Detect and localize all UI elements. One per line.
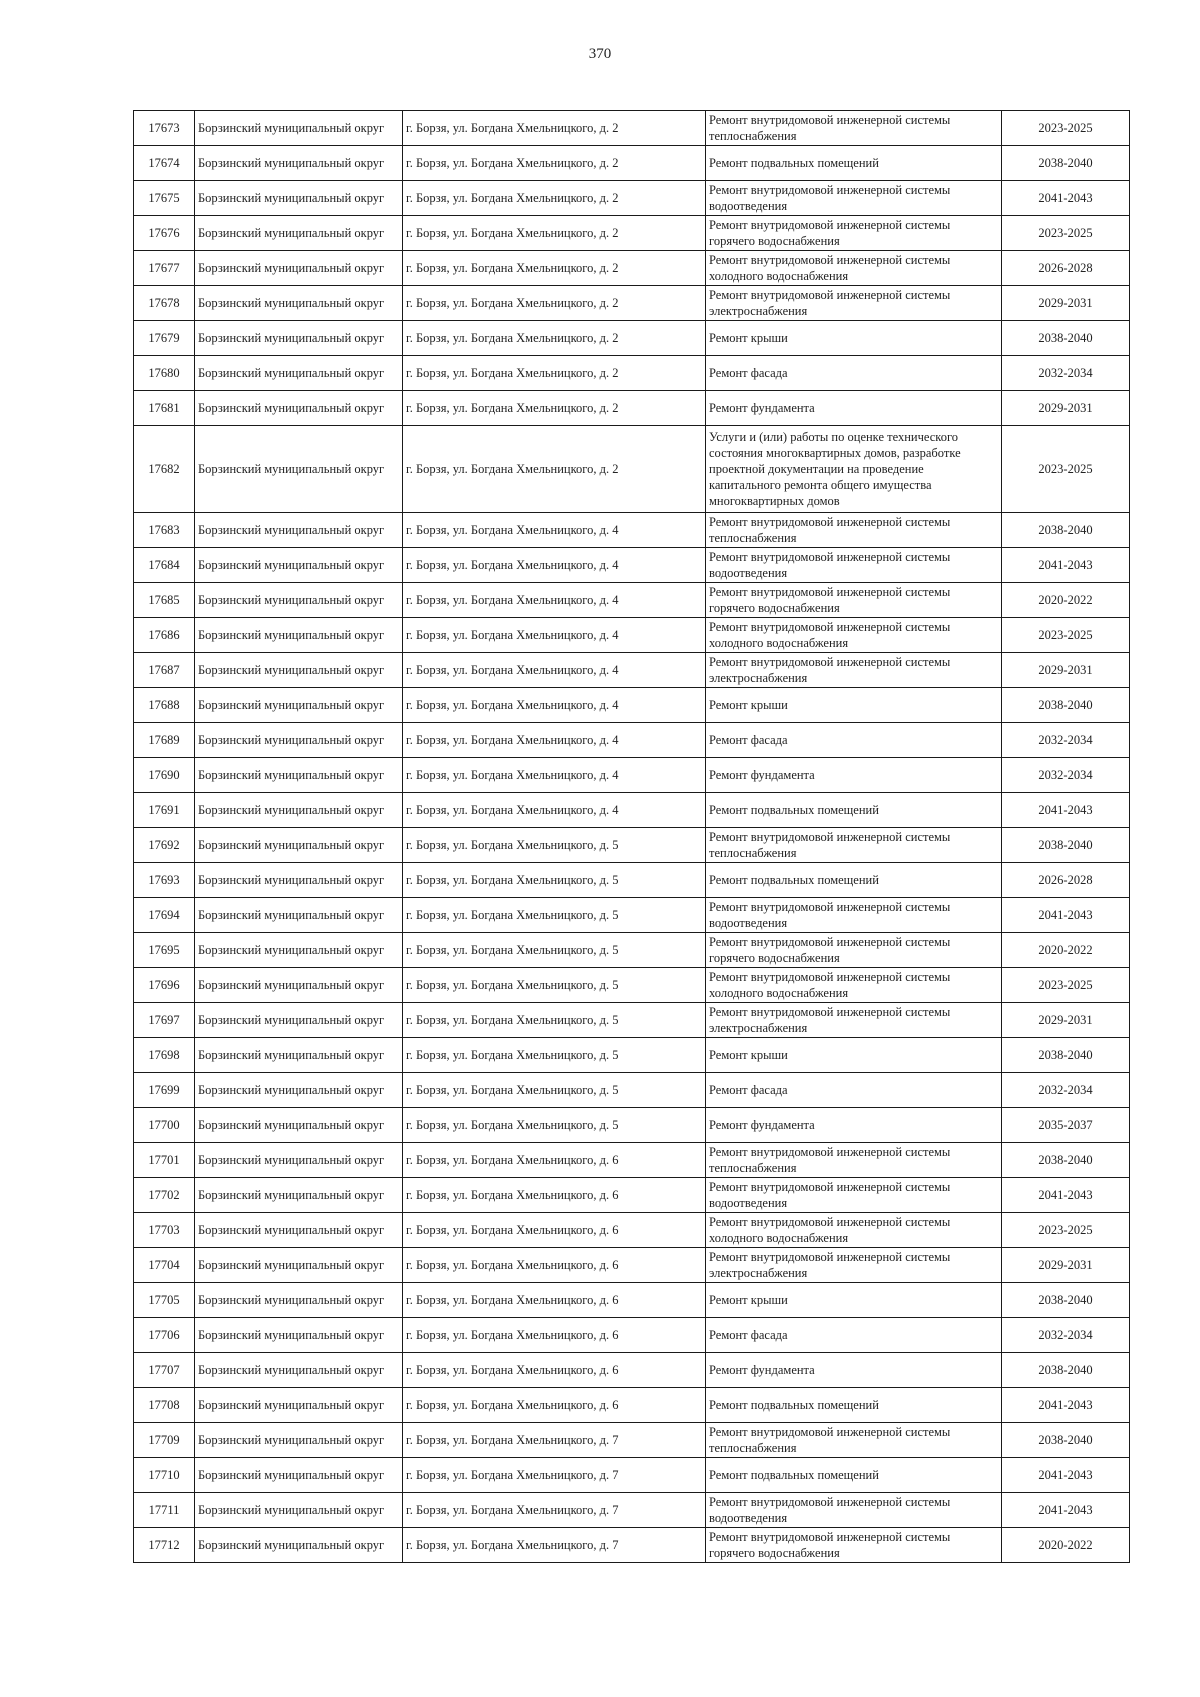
period-cell: 2029-2031	[1002, 653, 1130, 688]
address-cell: г. Борзя, ул. Богдана Хмельницкого, д. 2	[403, 146, 706, 181]
work-type-cell: Ремонт внутридомовой инженерной системы теплоснабжения	[706, 1423, 1002, 1458]
period-cell: 2035-2037	[1002, 1108, 1130, 1143]
address-cell: г. Борзя, ул. Богдана Хмельницкого, д. 6	[403, 1178, 706, 1213]
work-type-cell: Ремонт крыши	[706, 688, 1002, 723]
work-type-cell: Ремонт подвальных помещений	[706, 146, 1002, 181]
row-number-cell: 17682	[134, 426, 195, 513]
period-cell: 2041-2043	[1002, 793, 1130, 828]
table-row	[134, 618, 1130, 653]
period-cell: 2026-2028	[1002, 863, 1130, 898]
address-cell: г. Борзя, ул. Богдана Хмельницкого, д. 6	[403, 1353, 706, 1388]
period-cell: 2041-2043	[1002, 548, 1130, 583]
table-row	[134, 863, 1130, 898]
table-row	[134, 1248, 1130, 1283]
municipality-cell: Борзинский муниципальный округ	[195, 1283, 403, 1318]
period-cell: 2038-2040	[1002, 1038, 1130, 1073]
address-cell: г. Борзя, ул. Богдана Хмельницкого, д. 4	[403, 583, 706, 618]
row-number-cell: 17695	[134, 933, 195, 968]
address-cell: г. Борзя, ул. Богдана Хмельницкого, д. 2	[403, 321, 706, 356]
work-type-cell: Ремонт внутридомовой инженерной системы водоотведения	[706, 548, 1002, 583]
address-cell: г. Борзя, ул. Богдана Хмельницкого, д. 6	[403, 1213, 706, 1248]
table-row	[134, 1423, 1130, 1458]
table-row	[134, 653, 1130, 688]
work-type-cell: Услуги и (или) работы по оценке технического состояния многоквартирных домов, разработке проектной документации на проведение капитального ремонта общего имущества многоквартирных домов	[706, 426, 1002, 513]
municipality-cell: Борзинский муниципальный округ	[195, 391, 403, 426]
table-row	[134, 426, 1130, 513]
period-cell: 2041-2043	[1002, 1178, 1130, 1213]
table-row	[134, 321, 1130, 356]
municipality-cell: Борзинский муниципальный округ	[195, 146, 403, 181]
row-number-cell: 17676	[134, 216, 195, 251]
repair-schedule-table	[133, 110, 1130, 1563]
municipality-cell: Борзинский муниципальный округ	[195, 251, 403, 286]
row-number-cell: 17687	[134, 653, 195, 688]
row-number-cell: 17696	[134, 968, 195, 1003]
table-row	[134, 181, 1130, 216]
table-row	[134, 1493, 1130, 1528]
address-cell: г. Борзя, ул. Богдана Хмельницкого, д. 5	[403, 863, 706, 898]
work-type-cell: Ремонт внутридомовой инженерной системы холодного водоснабжения	[706, 618, 1002, 653]
period-cell: 2041-2043	[1002, 1458, 1130, 1493]
period-cell: 2038-2040	[1002, 1353, 1130, 1388]
municipality-cell: Борзинский муниципальный округ	[195, 1073, 403, 1108]
table-row	[134, 1528, 1130, 1563]
table-row	[134, 391, 1130, 426]
work-type-cell: Ремонт внутридомовой инженерной системы теплоснабжения	[706, 828, 1002, 863]
address-cell: г. Борзя, ул. Богдана Хмельницкого, д. 2	[403, 426, 706, 513]
address-cell: г. Борзя, ул. Богдана Хмельницкого, д. 6	[403, 1143, 706, 1178]
address-cell: г. Борзя, ул. Богдана Хмельницкого, д. 4	[403, 793, 706, 828]
municipality-cell: Борзинский муниципальный округ	[195, 111, 403, 146]
address-cell: г. Борзя, ул. Богдана Хмельницкого, д. 5	[403, 968, 706, 1003]
work-type-cell: Ремонт фасада	[706, 356, 1002, 391]
table-row	[134, 548, 1130, 583]
address-cell: г. Борзя, ул. Богдана Хмельницкого, д. 4	[403, 653, 706, 688]
municipality-cell: Борзинский муниципальный округ	[195, 1423, 403, 1458]
work-type-cell: Ремонт фундамента	[706, 1108, 1002, 1143]
municipality-cell: Борзинский муниципальный округ	[195, 1213, 403, 1248]
table-row	[134, 216, 1130, 251]
address-cell: г. Борзя, ул. Богдана Хмельницкого, д. 6	[403, 1248, 706, 1283]
work-type-cell: Ремонт внутридомовой инженерной системы горячего водоснабжения	[706, 1528, 1002, 1563]
address-cell: г. Борзя, ул. Богдана Хмельницкого, д. 5	[403, 1038, 706, 1073]
work-type-cell: Ремонт внутридомовой инженерной системы электроснабжения	[706, 286, 1002, 321]
row-number-cell: 17710	[134, 1458, 195, 1493]
municipality-cell: Борзинский муниципальный округ	[195, 688, 403, 723]
work-type-cell: Ремонт фасада	[706, 723, 1002, 758]
table-row	[134, 286, 1130, 321]
work-type-cell: Ремонт фундамента	[706, 391, 1002, 426]
municipality-cell: Борзинский муниципальный округ	[195, 1038, 403, 1073]
table-row	[134, 1458, 1130, 1493]
work-type-cell: Ремонт внутридомовой инженерной системы водоотведения	[706, 898, 1002, 933]
work-type-cell: Ремонт внутридомовой инженерной системы электроснабжения	[706, 653, 1002, 688]
row-number-cell: 17697	[134, 1003, 195, 1038]
row-number-cell: 17698	[134, 1038, 195, 1073]
table-row	[134, 1038, 1130, 1073]
period-cell: 2041-2043	[1002, 1493, 1130, 1528]
table-row	[134, 1143, 1130, 1178]
municipality-cell: Борзинский муниципальный округ	[195, 1003, 403, 1038]
municipality-cell: Борзинский муниципальный округ	[195, 1388, 403, 1423]
address-cell: г. Борзя, ул. Богдана Хмельницкого, д. 2	[403, 286, 706, 321]
period-cell: 2020-2022	[1002, 933, 1130, 968]
table-row	[134, 251, 1130, 286]
period-cell: 2023-2025	[1002, 216, 1130, 251]
period-cell: 2020-2022	[1002, 1528, 1130, 1563]
table-row	[134, 1388, 1130, 1423]
address-cell: г. Борзя, ул. Богдана Хмельницкого, д. 4	[403, 513, 706, 548]
row-number-cell: 17708	[134, 1388, 195, 1423]
table-row	[134, 583, 1130, 618]
row-number-cell: 17692	[134, 828, 195, 863]
address-cell: г. Борзя, ул. Богдана Хмельницкого, д. 5	[403, 1108, 706, 1143]
municipality-cell: Борзинский муниципальный округ	[195, 181, 403, 216]
table-row	[134, 1213, 1130, 1248]
municipality-cell: Борзинский муниципальный округ	[195, 356, 403, 391]
municipality-cell: Борзинский муниципальный округ	[195, 286, 403, 321]
row-number-cell: 17706	[134, 1318, 195, 1353]
municipality-cell: Борзинский муниципальный округ	[195, 1458, 403, 1493]
address-cell: г. Борзя, ул. Богдана Хмельницкого, д. 4	[403, 548, 706, 583]
row-number-cell: 17685	[134, 583, 195, 618]
period-cell: 2029-2031	[1002, 391, 1130, 426]
work-type-cell: Ремонт подвальных помещений	[706, 1458, 1002, 1493]
period-cell: 2038-2040	[1002, 1423, 1130, 1458]
address-cell: г. Борзя, ул. Богдана Хмельницкого, д. 5	[403, 898, 706, 933]
work-type-cell: Ремонт внутридомовой инженерной системы электроснабжения	[706, 1003, 1002, 1038]
work-type-cell: Ремонт фасада	[706, 1318, 1002, 1353]
row-number-cell: 17688	[134, 688, 195, 723]
address-cell: г. Борзя, ул. Богдана Хмельницкого, д. 7	[403, 1458, 706, 1493]
work-type-cell: Ремонт фундамента	[706, 758, 1002, 793]
municipality-cell: Борзинский муниципальный округ	[195, 1318, 403, 1353]
row-number-cell: 17707	[134, 1353, 195, 1388]
row-number-cell: 17712	[134, 1528, 195, 1563]
period-cell: 2023-2025	[1002, 1213, 1130, 1248]
period-cell: 2023-2025	[1002, 968, 1130, 1003]
municipality-cell: Борзинский муниципальный округ	[195, 321, 403, 356]
table-row	[134, 793, 1130, 828]
row-number-cell: 17673	[134, 111, 195, 146]
address-cell: г. Борзя, ул. Богдана Хмельницкого, д. 2	[403, 391, 706, 426]
row-number-cell: 17705	[134, 1283, 195, 1318]
municipality-cell: Борзинский муниципальный округ	[195, 1528, 403, 1563]
period-cell: 2038-2040	[1002, 1143, 1130, 1178]
table-row	[134, 723, 1130, 758]
row-number-cell: 17674	[134, 146, 195, 181]
table-row	[134, 1108, 1130, 1143]
period-cell: 2038-2040	[1002, 688, 1130, 723]
period-cell: 2038-2040	[1002, 513, 1130, 548]
period-cell: 2032-2034	[1002, 758, 1130, 793]
period-cell: 2038-2040	[1002, 1283, 1130, 1318]
row-number-cell: 17678	[134, 286, 195, 321]
address-cell: г. Борзя, ул. Богдана Хмельницкого, д. 4	[403, 723, 706, 758]
work-type-cell: Ремонт внутридомовой инженерной системы горячего водоснабжения	[706, 933, 1002, 968]
address-cell: г. Борзя, ул. Богдана Хмельницкого, д. 6	[403, 1283, 706, 1318]
municipality-cell: Борзинский муниципальный округ	[195, 1178, 403, 1213]
period-cell: 2023-2025	[1002, 618, 1130, 653]
work-type-cell: Ремонт подвальных помещений	[706, 1388, 1002, 1423]
row-number-cell: 17683	[134, 513, 195, 548]
municipality-cell: Борзинский муниципальный округ	[195, 1143, 403, 1178]
work-type-cell: Ремонт внутридомовой инженерной системы теплоснабжения	[706, 1143, 1002, 1178]
row-number-cell: 17701	[134, 1143, 195, 1178]
table-row	[134, 111, 1130, 146]
municipality-cell: Борзинский муниципальный округ	[195, 723, 403, 758]
table-body	[134, 111, 1130, 1563]
row-number-cell: 17675	[134, 181, 195, 216]
row-number-cell: 17689	[134, 723, 195, 758]
municipality-cell: Борзинский муниципальный округ	[195, 548, 403, 583]
work-type-cell: Ремонт внутридомовой инженерной системы теплоснабжения	[706, 513, 1002, 548]
municipality-cell: Борзинский муниципальный округ	[195, 583, 403, 618]
work-type-cell: Ремонт внутридомовой инженерной системы водоотведения	[706, 181, 1002, 216]
address-cell: г. Борзя, ул. Богдана Хмельницкого, д. 5	[403, 1073, 706, 1108]
period-cell: 2023-2025	[1002, 426, 1130, 513]
address-cell: г. Борзя, ул. Богдана Хмельницкого, д. 5	[403, 933, 706, 968]
municipality-cell: Борзинский муниципальный округ	[195, 1248, 403, 1283]
work-type-cell: Ремонт внутридомовой инженерной системы холодного водоснабжения	[706, 251, 1002, 286]
period-cell: 2041-2043	[1002, 181, 1130, 216]
work-type-cell: Ремонт внутридомовой инженерной системы холодного водоснабжения	[706, 1213, 1002, 1248]
address-cell: г. Борзя, ул. Богдана Хмельницкого, д. 2	[403, 181, 706, 216]
municipality-cell: Борзинский муниципальный округ	[195, 1493, 403, 1528]
municipality-cell: Борзинский муниципальный округ	[195, 1353, 403, 1388]
table-row	[134, 1073, 1130, 1108]
address-cell: г. Борзя, ул. Богдана Хмельницкого, д. 2	[403, 111, 706, 146]
work-type-cell: Ремонт внутридомовой инженерной системы электроснабжения	[706, 1248, 1002, 1283]
row-number-cell: 17711	[134, 1493, 195, 1528]
table-row	[134, 898, 1130, 933]
period-cell: 2026-2028	[1002, 251, 1130, 286]
address-cell: г. Борзя, ул. Богдана Хмельницкого, д. 7	[403, 1528, 706, 1563]
period-cell: 2032-2034	[1002, 1073, 1130, 1108]
row-number-cell: 17691	[134, 793, 195, 828]
row-number-cell: 17677	[134, 251, 195, 286]
address-cell: г. Борзя, ул. Богдана Хмельницкого, д. 2	[403, 216, 706, 251]
work-type-cell: Ремонт внутридомовой инженерной системы водоотведения	[706, 1493, 1002, 1528]
row-number-cell: 17686	[134, 618, 195, 653]
table-row	[134, 933, 1130, 968]
municipality-cell: Борзинский муниципальный округ	[195, 653, 403, 688]
period-cell: 2032-2034	[1002, 723, 1130, 758]
table-row	[134, 1353, 1130, 1388]
row-number-cell: 17684	[134, 548, 195, 583]
municipality-cell: Борзинский муниципальный округ	[195, 793, 403, 828]
page-number: 370	[588, 46, 612, 62]
address-cell: г. Борзя, ул. Богдана Хмельницкого, д. 2	[403, 356, 706, 391]
table-row	[134, 513, 1130, 548]
address-cell: г. Борзя, ул. Богдана Хмельницкого, д. 6	[403, 1318, 706, 1353]
row-number-cell: 17704	[134, 1248, 195, 1283]
work-type-cell: Ремонт внутридомовой инженерной системы холодного водоснабжения	[706, 968, 1002, 1003]
work-type-cell: Ремонт крыши	[706, 1038, 1002, 1073]
period-cell: 2029-2031	[1002, 1003, 1130, 1038]
work-type-cell: Ремонт подвальных помещений	[706, 863, 1002, 898]
table-row	[134, 1318, 1130, 1353]
work-type-cell: Ремонт внутридомовой инженерной системы горячего водоснабжения	[706, 216, 1002, 251]
work-type-cell: Ремонт подвальных помещений	[706, 793, 1002, 828]
table-row	[134, 758, 1130, 793]
period-cell: 2020-2022	[1002, 583, 1130, 618]
row-number-cell: 17699	[134, 1073, 195, 1108]
municipality-cell: Борзинский муниципальный округ	[195, 1108, 403, 1143]
row-number-cell: 17680	[134, 356, 195, 391]
period-cell: 2029-2031	[1002, 286, 1130, 321]
municipality-cell: Борзинский муниципальный округ	[195, 216, 403, 251]
row-number-cell: 17694	[134, 898, 195, 933]
work-type-cell: Ремонт внутридомовой инженерной системы горячего водоснабжения	[706, 583, 1002, 618]
address-cell: г. Борзя, ул. Богдана Хмельницкого, д. 5	[403, 1003, 706, 1038]
address-cell: г. Борзя, ул. Богдана Хмельницкого, д. 4	[403, 758, 706, 793]
work-type-cell: Ремонт крыши	[706, 1283, 1002, 1318]
address-cell: г. Борзя, ул. Богдана Хмельницкого, д. 4	[403, 618, 706, 653]
table-row	[134, 1178, 1130, 1213]
period-cell: 2038-2040	[1002, 146, 1130, 181]
work-type-cell: Ремонт внутридомовой инженерной системы теплоснабжения	[706, 111, 1002, 146]
address-cell: г. Борзя, ул. Богдана Хмельницкого, д. 4	[403, 688, 706, 723]
work-type-cell: Ремонт фундамента	[706, 1353, 1002, 1388]
period-cell: 2038-2040	[1002, 321, 1130, 356]
municipality-cell: Борзинский муниципальный округ	[195, 426, 403, 513]
municipality-cell: Борзинский муниципальный округ	[195, 933, 403, 968]
address-cell: г. Борзя, ул. Богдана Хмельницкого, д. 7	[403, 1423, 706, 1458]
address-cell: г. Борзя, ул. Богдана Хмельницкого, д. 5	[403, 828, 706, 863]
row-number-cell: 17690	[134, 758, 195, 793]
municipality-cell: Борзинский муниципальный округ	[195, 618, 403, 653]
table-row	[134, 1003, 1130, 1038]
row-number-cell: 17679	[134, 321, 195, 356]
table-row	[134, 356, 1130, 391]
work-type-cell: Ремонт крыши	[706, 321, 1002, 356]
period-cell: 2032-2034	[1002, 1318, 1130, 1353]
address-cell: г. Борзя, ул. Богдана Хмельницкого, д. 7	[403, 1493, 706, 1528]
row-number-cell: 17700	[134, 1108, 195, 1143]
municipality-cell: Борзинский муниципальный округ	[195, 898, 403, 933]
row-number-cell: 17709	[134, 1423, 195, 1458]
period-cell: 2032-2034	[1002, 356, 1130, 391]
row-number-cell: 17693	[134, 863, 195, 898]
municipality-cell: Борзинский муниципальный округ	[195, 513, 403, 548]
municipality-cell: Борзинский муниципальный округ	[195, 968, 403, 1003]
work-type-cell: Ремонт внутридомовой инженерной системы водоотведения	[706, 1178, 1002, 1213]
work-type-cell: Ремонт фасада	[706, 1073, 1002, 1108]
row-number-cell: 17703	[134, 1213, 195, 1248]
period-cell: 2041-2043	[1002, 898, 1130, 933]
period-cell: 2041-2043	[1002, 1388, 1130, 1423]
row-number-cell: 17681	[134, 391, 195, 426]
table-row	[134, 968, 1130, 1003]
period-cell: 2029-2031	[1002, 1248, 1130, 1283]
table-row	[134, 688, 1130, 723]
municipality-cell: Борзинский муниципальный округ	[195, 828, 403, 863]
address-cell: г. Борзя, ул. Богдана Хмельницкого, д. 6	[403, 1388, 706, 1423]
period-cell: 2023-2025	[1002, 111, 1130, 146]
table-row	[134, 146, 1130, 181]
address-cell: г. Борзя, ул. Богдана Хмельницкого, д. 2	[403, 251, 706, 286]
table-row	[134, 828, 1130, 863]
table-row	[134, 1283, 1130, 1318]
period-cell: 2038-2040	[1002, 828, 1130, 863]
municipality-cell: Борзинский муниципальный округ	[195, 758, 403, 793]
municipality-cell: Борзинский муниципальный округ	[195, 863, 403, 898]
row-number-cell: 17702	[134, 1178, 195, 1213]
